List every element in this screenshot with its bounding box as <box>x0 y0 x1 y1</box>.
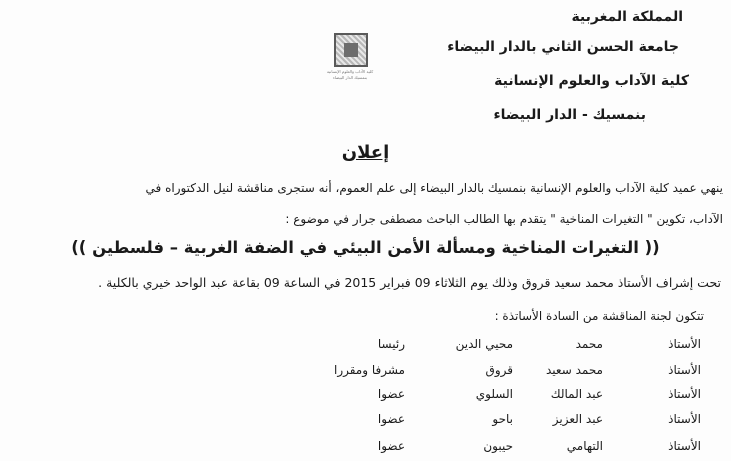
jury-last-name: قروق <box>485 363 513 377</box>
jury-last-name: حيبون <box>483 439 513 453</box>
announcement-title: إعلان <box>341 142 390 163</box>
jury-title: الأستاذ <box>668 337 701 351</box>
jury-row <box>0 334 731 354</box>
faculty-logo <box>322 33 378 101</box>
jury-role: رئيسا <box>377 337 405 351</box>
jury-title: الأستاذ <box>668 363 701 377</box>
header-kingdom: المملكة المغربية <box>571 9 683 25</box>
body-line-2: الآداب، تكوين " التغيرات المناخية " يتقدم بها الطالب الباحث مصطفى جرار في موضوع : <box>285 212 723 226</box>
header-faculty: كلية الآداب والعلوم الإنسانية <box>494 73 689 89</box>
jury-first-name: عبد العزيز <box>552 412 603 426</box>
body-line-4: تحت إشراف الأستاذ محمد سعيد قروق وذلك يوم الثلاثاء 09 فبراير 2015 في الساعة 09 بقاعة عبد الواحد خيري بالكلية . <box>98 275 721 290</box>
jury-row <box>0 384 731 404</box>
body-line-1: ينهي عميد كلية الآداب والعلوم الإنسانية بنمسيك بالدار البيضاء إلى علم العموم، أنه ستجرى مناقشة لنيل الدكتوراه في <box>145 181 723 195</box>
jury-row <box>0 436 731 456</box>
jury-row <box>0 409 731 429</box>
jury-last-name: باحو <box>492 412 513 426</box>
thesis-title: (( التغيرات المناخية ومسألة الأمن البيئي في الضفة الغربية – فلسطين )) <box>71 238 660 257</box>
jury-role: مشرفا ومقررا <box>333 363 405 377</box>
jury-role: عضوا <box>377 387 405 401</box>
header-location: بنمسيك - الدار البيضاء <box>493 107 646 123</box>
jury-first-name: محمد <box>575 337 603 351</box>
jury-title: الأستاذ <box>668 387 701 401</box>
jury-first-name: التهامي <box>566 439 603 453</box>
jury-last-name: محيي الدين <box>455 337 513 351</box>
jury-title: الأستاذ <box>668 439 701 453</box>
jury-last-name: السلوي <box>475 387 513 401</box>
jury-title: الأستاذ <box>668 412 701 426</box>
jury-first-name: عبد المالك <box>550 387 603 401</box>
header-university: جامعة الحسن الثاني بالدار البيضاء <box>447 39 679 55</box>
logo-caption: كلية الآداب والعلوم الإنسانية بنمسيك الدار البيضاء <box>326 69 374 80</box>
jury-intro: تتكون لجنة المناقشة من السادة الأساتذة : <box>494 309 704 323</box>
jury-role: عضوا <box>377 412 405 426</box>
jury-first-name: محمد سعيد <box>546 363 603 377</box>
jury-role: عضوا <box>377 439 405 453</box>
logo-mark-icon <box>334 33 368 67</box>
jury-row <box>0 360 731 380</box>
